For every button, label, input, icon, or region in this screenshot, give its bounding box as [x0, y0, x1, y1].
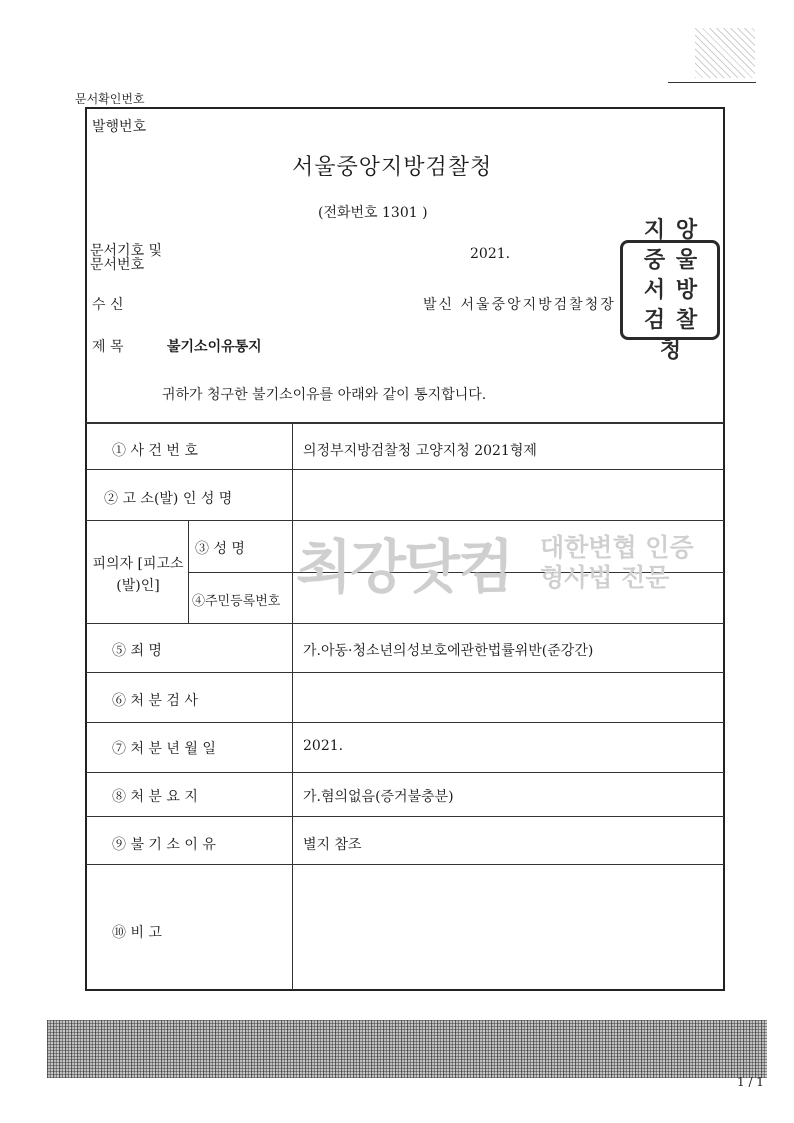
table-column-divider: [292, 422, 293, 990]
name-label: ③ 성 명: [195, 541, 245, 557]
document-date: 2021.: [470, 246, 511, 262]
watermark-line-1: 대한변협 인증: [540, 533, 694, 562]
seal-char: 지: [643, 217, 665, 243]
table-row-divider: [86, 672, 724, 673]
suspect-label: 피의자 [피고소(발)인]: [92, 556, 184, 594]
table-top-border: [86, 422, 724, 424]
non-prosecution-reason-value: 별지 참조: [303, 837, 362, 853]
disposition-summary-value: 가.혐의없음(증거불충분): [303, 789, 454, 805]
table-row-divider: [86, 816, 724, 817]
document-class-label: 문서기호 및 문서번호: [90, 243, 163, 273]
complainant-label: ② 고 소(발) 인 성 명: [104, 491, 233, 507]
resident-number-label: ④주민등록번호: [192, 594, 281, 609]
table-row-divider: [86, 623, 724, 624]
subject-label: 제 목: [92, 339, 124, 355]
table-row-divider: [86, 722, 724, 723]
seal-char: 울: [675, 247, 697, 273]
office-title: 서울중앙지방검찰청: [292, 155, 493, 180]
prosecutor-label: ⑥ 처 분 검 사: [112, 693, 198, 709]
issue-number-label: 발행번호: [92, 119, 147, 135]
seal-char: 찰: [675, 307, 697, 333]
table-row-divider: [86, 469, 724, 470]
watermark-logo-text: 최강닷컴: [296, 533, 513, 601]
seal-char: 앙: [675, 217, 697, 243]
doc-check-number-label: 문서확인번호: [75, 92, 145, 106]
seal-char: 검: [643, 307, 665, 333]
phone-number: (전화번호 1301 ): [318, 205, 428, 221]
non-prosecution-reason-label: ⑨ 불 기 소 이 유: [112, 837, 216, 853]
intro-text: 귀하가 청구한 불기소이유를 아래와 같이 통지합니다.: [162, 387, 487, 403]
seal-char: 청: [659, 337, 681, 363]
redacted-noise-strip: [47, 1020, 767, 1078]
crime-value: 가.아동·청소년의성보호에관한법률위반(준강간): [303, 643, 594, 659]
disposition-date-label: ⑦ 처 분 년 월 일: [112, 741, 216, 757]
header-rule: [668, 82, 756, 83]
recipient-label: 수 신: [92, 297, 124, 313]
page-indicator: 1 / 1: [737, 1075, 764, 1089]
seal-char: 중: [643, 247, 665, 273]
seal-char: 서: [643, 277, 665, 303]
case-number-value: 의정부지방검찰청 고양지청 2021형제: [303, 443, 537, 459]
case-number-label: ① 사 건 번 호: [112, 443, 198, 459]
sender-text: 발신 서울중앙지방검찰청장: [423, 297, 616, 313]
subject-value: 불기소이유통지: [167, 339, 262, 355]
disposition-date-value: 2021.: [303, 738, 344, 754]
crime-label: ⑤ 죄 명: [112, 643, 162, 659]
table-column-divider: [188, 520, 189, 623]
watermark-line-2: 형사법 전문: [540, 563, 670, 592]
disposition-summary-label: ⑧ 처 분 요 지: [112, 789, 198, 805]
table-row-divider: [86, 864, 724, 865]
handwritten-scribble: [695, 28, 755, 78]
seal-char: 방: [675, 277, 697, 303]
table-row-divider: [86, 772, 724, 773]
official-seal: [620, 217, 720, 363]
remarks-label: ⑩ 비 고: [112, 925, 162, 941]
